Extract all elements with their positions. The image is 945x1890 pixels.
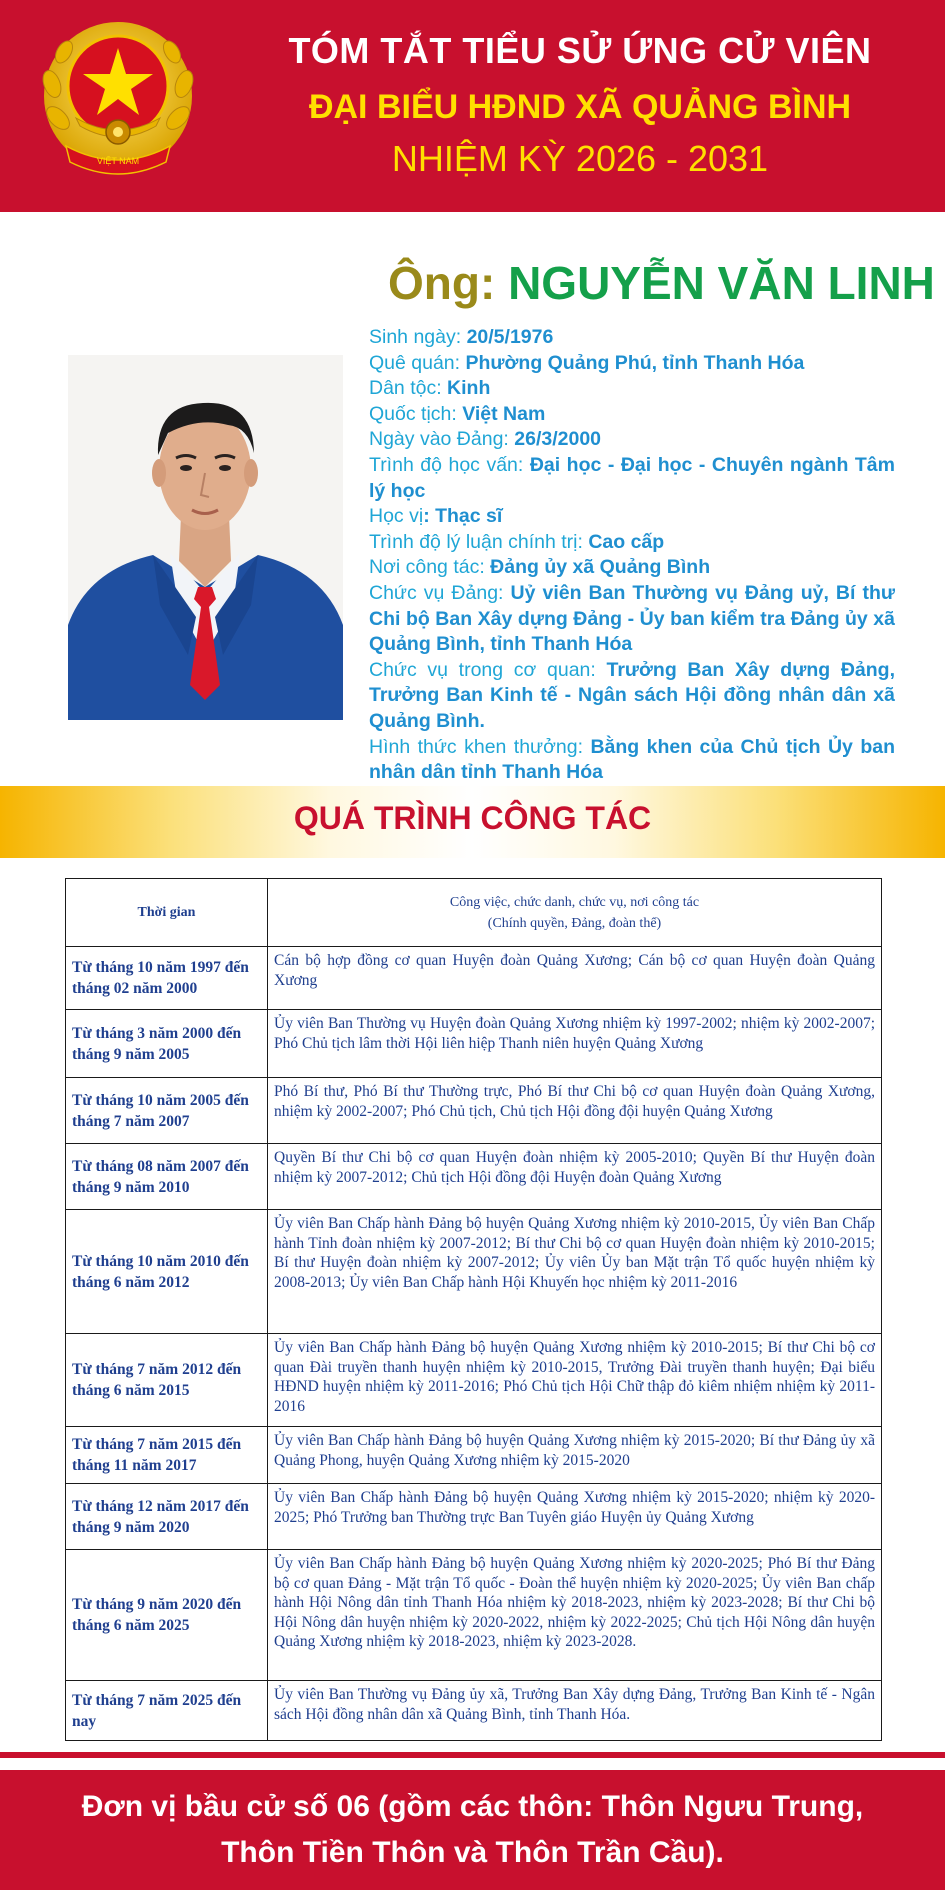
info-label: Học vị: [369, 505, 424, 528]
column-header-description: [268, 879, 882, 947]
candidate-info: [369, 325, 895, 786]
info-label: Hình thức khen thưởng:: [369, 735, 591, 758]
row-description: Ủy viên Ban Chấp hành Đảng bộ huyện Quảng Xương nhiệm kỳ 2010-2015, Ủy viên Ban Chấp hành Tỉnh đoàn nhiệm kỳ 2007-2012; Bí thư Chi bộ cơ quan Huyện đoàn nhiệm kỳ 2010-2015; Bí thư Huyện đoàn nhiệm kỳ 2007-2012; Ủy viên Ủy ban Mặt trận Tổ quốc huyện nhiệm kỳ 2008-2013; Ủy viên Ban Chấp hành Hội Khuyến học nhiệm kỳ 2011-2016: [268, 1210, 882, 1334]
work-history-table: [65, 878, 882, 1741]
table-row: [66, 1681, 882, 1741]
row-description: Ủy viên Ban Thường vụ Đảng ủy xã, Trưởng Ban Xây dựng Đảng, Trưởng Ban Kinh tế - Ngân sách Hội đồng nhân dân xã Quảng Bình, tỉnh Thanh Hóa.: [268, 1681, 882, 1741]
row-description: Quyền Bí thư Chi bộ cơ quan Huyện đoàn nhiệm kỳ 2005-2010; Quyền Bí thư Huyện đoàn nhiệm kỳ 2007-2012; Chủ tịch Hội đồng đội Huyện đoàn Quảng Xương: [268, 1144, 882, 1210]
info-birthdate: [369, 325, 895, 351]
row-time: Từ tháng 7 năm 2025 đến nay: [66, 1681, 268, 1741]
info-label: Chức vụ trong cơ quan:: [369, 658, 607, 681]
candidate-name: [388, 256, 935, 310]
electoral-unit-line1: Đơn vị bầu cử số 06 (gồm các thôn: Thôn Ngưu Trung,: [81, 1790, 864, 1823]
electoral-unit: [20, 1784, 925, 1876]
info-value: 26/3/2000: [514, 428, 602, 451]
candidate-full-name: NGUYỄN VĂN LINH: [508, 257, 935, 309]
table-row: [66, 1550, 882, 1681]
table-row: [66, 1427, 882, 1484]
table-row: [66, 1210, 882, 1334]
info-label: Quốc tịch:: [369, 402, 463, 425]
row-time: Từ tháng 10 năm 1997 đến tháng 02 năm 2000: [66, 947, 268, 1010]
info-value: Cao cấp: [588, 530, 665, 553]
info-awards: [369, 735, 895, 786]
column-header-description-line1: Công việc, chức danh, chức vụ, nơi công tác: [449, 894, 700, 910]
info-label: Ngày vào Đảng:: [369, 428, 515, 451]
info-education: [369, 453, 895, 504]
info-value: Uỷ viên Ban Thường vụ Đảng uỷ, Bí thư Chi bộ Ban Xây dựng Đảng - Ủy ban kiểm tra Đảng ủy xã Quảng Bình, tỉnh Thanh Hóa: [369, 581, 895, 656]
info-value: Kinh: [447, 377, 491, 400]
info-value: : Thạc sĩ: [423, 505, 503, 528]
info-party-position: [369, 581, 895, 658]
info-label: Chức vụ Đảng:: [369, 581, 511, 604]
info-workplace: [369, 555, 895, 581]
row-description: Cán bộ hợp đồng cơ quan Huyện đoàn Quảng Xương; Cán bộ cơ quan Huyện đoàn Quảng Xương: [268, 947, 882, 1010]
table-row: [66, 1010, 882, 1078]
electoral-unit-line2: Thôn Tiền Thôn và Thôn Trần Cầu).: [221, 1836, 724, 1869]
section-title: QUÁ TRÌNH CÔNG TÁC: [293, 800, 652, 836]
table-row: [66, 1484, 882, 1550]
row-time: Từ tháng 7 năm 2012 đến tháng 6 năm 2015: [66, 1334, 268, 1427]
table-row: [66, 1144, 882, 1210]
row-time: Từ tháng 12 năm 2017 đến tháng 9 năm 2020: [66, 1484, 268, 1550]
info-hometown: [369, 351, 895, 377]
info-ethnicity: [369, 376, 895, 402]
info-label: Trình độ học vấn:: [369, 453, 530, 476]
info-degree: [369, 504, 895, 530]
info-label: Quê quán:: [369, 351, 466, 374]
row-description: Ủy viên Ban Chấp hành Đảng bộ huyện Quảng Xương nhiệm kỳ 2010-2015; Bí thư Chi bộ cơ quan Đài truyền thanh huyện nhiệm kỳ 2010-2015, Trưởng Đài truyền thanh huyện; Đại biểu HĐND huyện nhiệm kỳ 2011-2016; Phó Chủ tịch Hội Chữ thập đỏ kiêm nhiệm nhiệm kỳ 2011-2016: [268, 1334, 882, 1427]
row-time: Từ tháng 10 năm 2005 đến tháng 7 năm 2007: [66, 1078, 268, 1144]
footer-divider: [0, 1752, 945, 1758]
national-emblem-icon: [38, 14, 198, 182]
emblem-ribbon-text: VIỆT NAM: [96, 156, 140, 166]
info-value: Bằng khen của Chủ tịch Ủy ban nhân dân tỉnh Thanh Hóa: [369, 735, 895, 784]
row-description: Ủy viên Ban Chấp hành Đảng bộ huyện Quảng Xương nhiệm kỳ 2020-2025; Phó Bí thư Đảng bộ cơ quan Đảng - Mặt trận Tổ quốc - Đoàn thể huyện nhiệm kỳ 2020-2025; Ủy viên Ban chấp hành Hội Nông dân tỉnh Thanh Hóa nhiệm kỳ 2018-2023, nhiệm kỳ 2023-2028; Bí thư Chi bộ Hội Nông dân huyện nhiệm kỳ 2020-2022, nhiệm kỳ 2022-2025; Chủ tịch Hội Nông dân huyện Quảng Xương nhiệm kỳ 2018-2023, nhiệm kỳ 2023-2028.: [268, 1550, 882, 1681]
info-value: Việt Nam: [462, 402, 546, 425]
info-label: Dân tộc:: [369, 377, 448, 400]
header-term: NHIỆM KỲ 2026 - 2031: [391, 138, 769, 179]
info-label: Trình độ lý luận chính trị:: [369, 530, 589, 553]
candidate-honorific: Ông:: [388, 257, 496, 309]
row-time: Từ tháng 9 năm 2020 đến tháng 6 năm 2025: [66, 1550, 268, 1681]
row-time: Từ tháng 10 năm 2010 đến tháng 6 năm 2012: [66, 1210, 268, 1334]
info-value: Đại học - Đại học - Chuyên ngành Tâm lý học: [369, 453, 895, 502]
info-value: Phường Quảng Phú, tỉnh Thanh Hóa: [465, 351, 805, 374]
row-time: Từ tháng 7 năm 2015 đến tháng 11 năm 2017: [66, 1427, 268, 1484]
table-row: [66, 1078, 882, 1144]
info-office-position: [369, 658, 895, 735]
row-description: Phó Bí thư, Phó Bí thư Thường trực, Phó Bí thư Chi bộ cơ quan Huyện đoàn Quảng Xương, nhiệm kỳ 2002-2007; Phó Chủ tịch, Chủ tịch Hội đồng đội huyện Quảng Xương: [268, 1078, 882, 1144]
info-nationality: [369, 402, 895, 428]
row-description: Ủy viên Ban Chấp hành Đảng bộ huyện Quảng Xương nhiệm kỳ 2015-2020; nhiệm kỳ 2020-2025; Phó Trưởng ban Thường trực Ban Tuyên giáo Huyện ủy Quảng Xương: [268, 1484, 882, 1550]
row-time: Từ tháng 08 năm 2007 đến tháng 9 năm 2010: [66, 1144, 268, 1210]
table-header-row: [66, 879, 882, 947]
row-description: Ủy viên Ban Thường vụ Huyện đoàn Quảng Xương nhiệm kỳ 1997-2002; nhiệm kỳ 2002-2007; Phó Chủ tịch lâm thời Hội liên hiệp Thanh niên huyện Quảng Xương: [268, 1010, 882, 1078]
table-row: [66, 1334, 882, 1427]
info-value: 20/5/1976: [466, 326, 554, 348]
info-value: Trưởng Ban Xây dựng Đảng, Trưởng Ban Kinh tế - Ngân sách Hội đồng nhân dân xã Quảng Bình.: [369, 658, 895, 732]
header-title: TÓM TẮT TIỂU SỬ ỨNG CỬ VIÊN: [288, 30, 872, 71]
info-value: Đảng ủy xã Quảng Bình: [490, 556, 711, 579]
row-time: Từ tháng 3 năm 2000 đến tháng 9 năm 2005: [66, 1010, 268, 1078]
row-description: Ủy viên Ban Chấp hành Đảng bộ huyện Quảng Xương nhiệm kỳ 2015-2020; Bí thư Đảng ủy xã Quảng Phong, huyện Quảng Xương nhiệm kỳ 2015-2020: [268, 1427, 882, 1484]
header-subtitle: ĐẠI BIỂU HĐND XÃ QUẢNG BÌNH: [308, 88, 852, 126]
table-row: [66, 947, 882, 1010]
column-header-description-line2: (Chính quyền, Đảng, đoàn thể): [487, 915, 662, 931]
column-header-time: Thời gian: [66, 879, 268, 947]
info-label: Sinh ngày:: [369, 326, 467, 348]
info-political-theory: [369, 530, 895, 556]
info-party-join-date: [369, 427, 895, 453]
candidate-photo: [68, 355, 343, 720]
info-label: Nơi công tác:: [369, 556, 491, 579]
